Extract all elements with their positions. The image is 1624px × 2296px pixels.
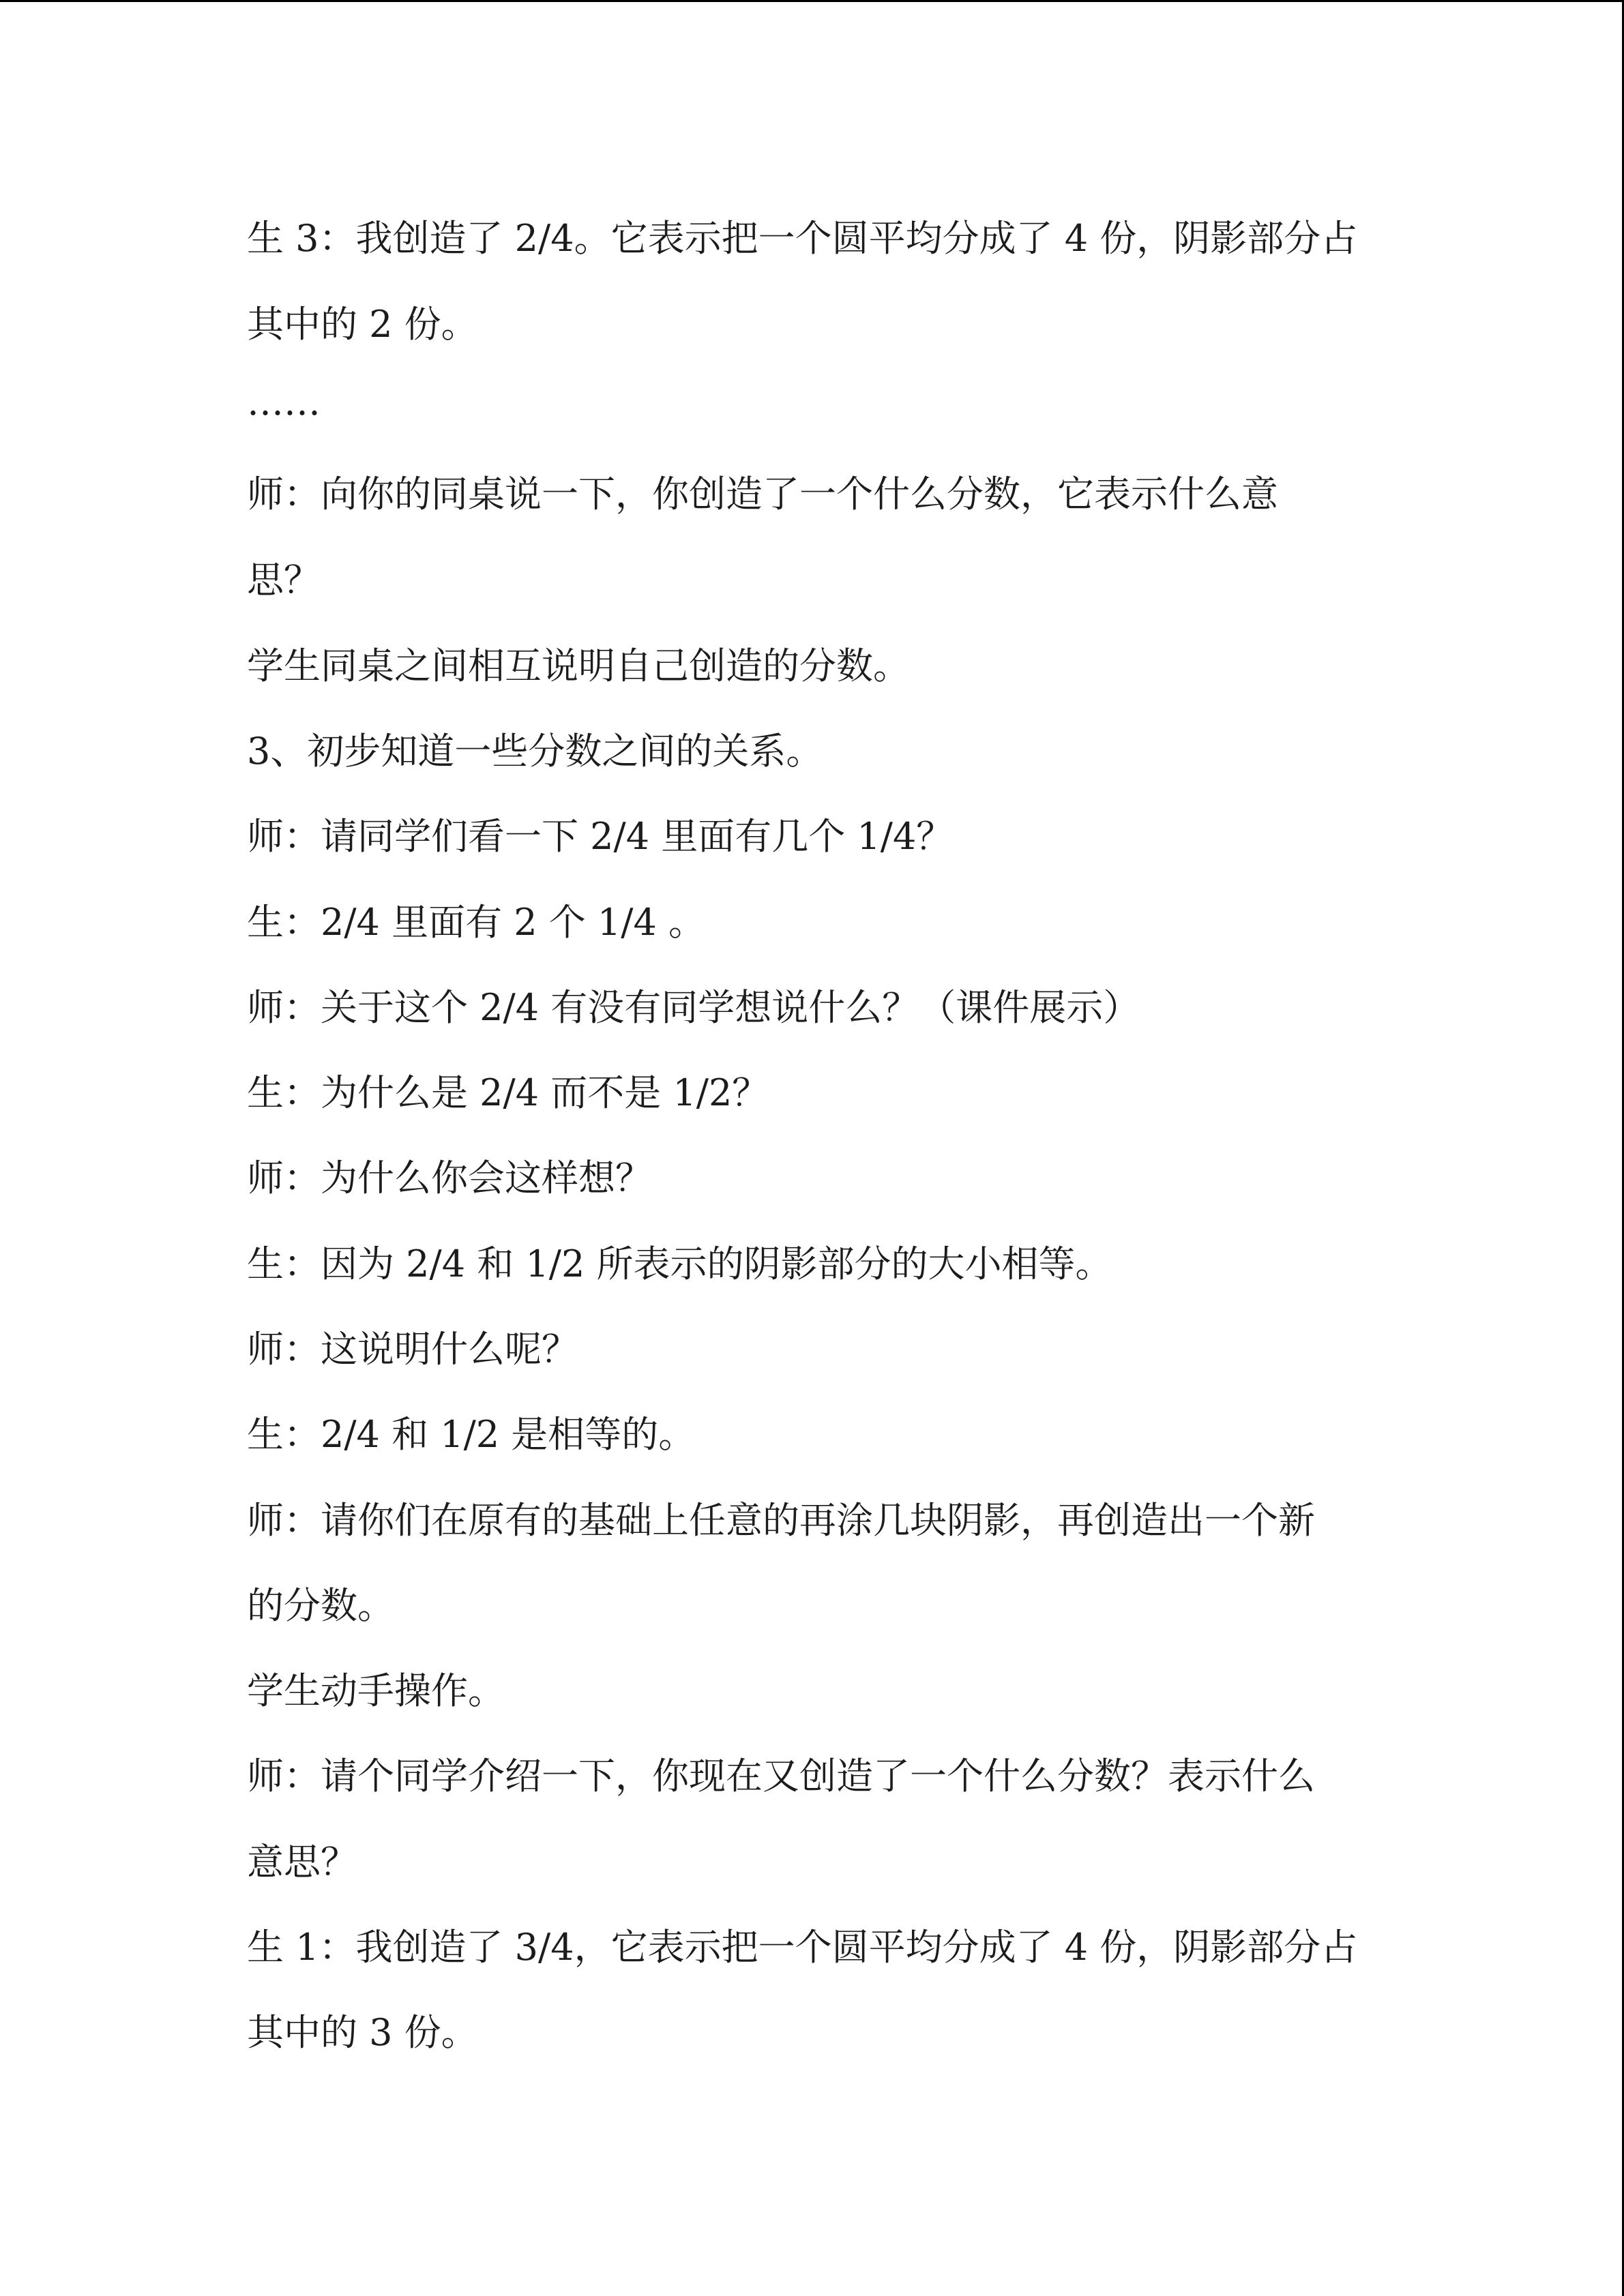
text-line: 3、初步知道一些分数之间的关系。 [247,730,823,773]
text-line: 其中的 3 份。 [247,2011,478,2054]
text-line: 学生动手操作。 [247,1669,505,1712]
text-line: 生 3：我创造了 2/4。它表示把一个圆平均分成了 4 份，阴影部分占 [247,217,1358,260]
text-line: 师：请你们在原有的基础上任意的再涂几块阴影，再创造出一个新 [247,1499,1315,1542]
text-line: 思？ [247,558,321,601]
text-line: 师：这说明什么呢？ [247,1328,578,1371]
text-line: 生：2/4 和 1/2 是相等的。 [247,1413,696,1456]
text-line: 生：2/4 里面有 2 个 1/4 。 [247,901,705,944]
text-line: 其中的 2 份。 [247,303,478,346]
page-top-border [0,0,1624,2]
text-line: 学生同桌之间相互说明自己创造的分数。 [247,644,910,687]
text-line: 师：关于这个 2/4 有没有同学想说什么？（课件展示） [247,986,1140,1029]
text-line: 生：为什么是 2/4 而不是 1/2？ [247,1071,769,1114]
text-line: 的分数。 [247,1584,394,1627]
text-line: 师：为什么你会这样想？ [247,1157,652,1199]
text-line: 意思？ [247,1840,357,1883]
text-line: …… [247,381,321,423]
text-line: 生 1：我创造了 3/4，它表示把一个圆平均分成了 4 份，阴影部分占 [247,1926,1358,1969]
text-line: 生：因为 2/4 和 1/2 所表示的阴影部分的大小相等。 [247,1242,1112,1285]
text-line: 师：请同学们看一下 2/4 里面有几个 1/4？ [247,815,954,858]
text-line: 师：向你的同桌说一下，你创造了一个什么分数，它表示什么意 [247,473,1278,516]
text-line: 师：请个同学介绍一下，你现在又创造了一个什么分数？表示什么 [247,1755,1315,1798]
